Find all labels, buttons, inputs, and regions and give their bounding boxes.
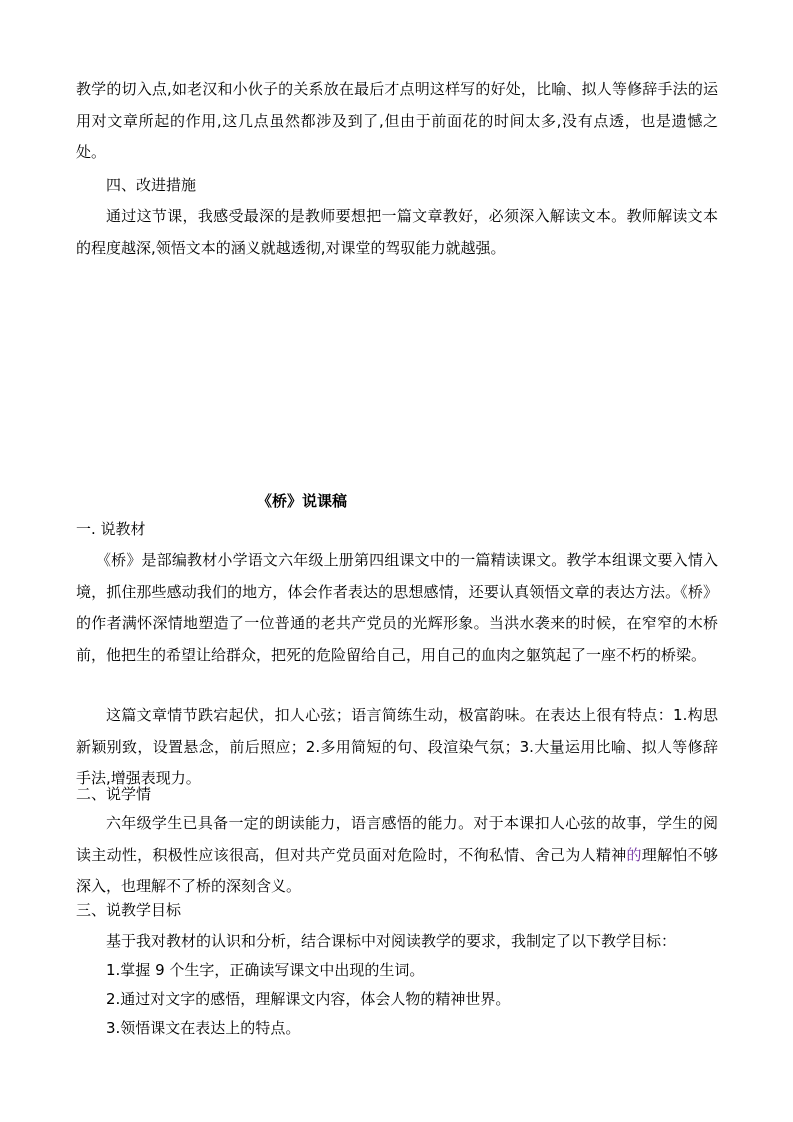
paragraph-goals-intro: 基于我对教材的认识和分析，结合课标中对阅读教学的要求，我制定了以下教学目标： [106,932,677,950]
goal-item-1: 1.掌握 9 个生字，正确读写课文中出现的生词。 [106,961,425,979]
paragraph-improvement: 通过这节课，我感受最深的是教师要想把一篇文章教好，必须深入解读文本。教师解读文本的程度越深,领悟文本的涵义就越透彻,对课堂的驾驭能力就越强。 [76,207,718,257]
students-text-part2: 理解怕不够深入，也理解不了桥的深刻含义。 [76,845,718,896]
students-text-highlight: 的 [626,845,642,864]
students-text-part1: 六年级学生已具备一定的朗读能力，语言感悟的能力。对于本课扣人心弦的故事，学生的阅读主动性，积极性应该很高，但对共产党员面对危险时，不徇私情、舍己为人精神 [76,814,718,864]
heading-students: 二、说学情 [76,785,152,803]
paragraph-textbook-features: 这篇文章情节跌宕起伏，扣人心弦；语言简练生动，极富韵味。在表达上很有特点：1.构思新颖别致，设置悬念，前后照应；2.多用简短的句、段渲染气氛；3.大量运用比喻、拟人等修辞手法,增强表现力。 [76,706,718,788]
paragraph-previous-continuation: 教学的切入点,如老汉和小伙子的关系放在最后才点明这样写的好处，比喻、拟人等修辞手法的运用对文章所起的作用,这几点虽然都涉及到了,但由于前面花的时间太多,没有点透，也是遗憾之处。 [76,80,718,162]
goal-item-3: 3.领悟课文在表达上的特点。 [106,1019,301,1037]
paragraph-students [76,808,718,903]
heading-improvement-measures: 四、改进措施 [106,176,197,194]
paragraph-textbook-intro: 《桥》是部编教材小学语文六年级上册第四组课文中的一篇精读课文。教学本组课文要入情入境，抓住那些感动我们的地方，体会作者表达的思想感情，还要认真领悟文章的表达方法。《桥》的作者满怀深情地塑造了一位普通的老共产党员的光辉形象。当洪水袭来的时候，在窄窄的木桥前，他把生的希望让给群众，把死的危险留给自己，用自己的血肉之躯筑起了一座不朽的桥梁。 [76,551,718,664]
heading-teaching-goals: 三、说教学目标 [76,901,182,919]
heading-textbook: 一. 说教材 [76,520,146,538]
document-title: 《桥》说课稿 [256,492,347,510]
goal-item-2: 2.通过对文字的感悟，理解课文内容，体会人物的精神世界。 [106,990,511,1008]
